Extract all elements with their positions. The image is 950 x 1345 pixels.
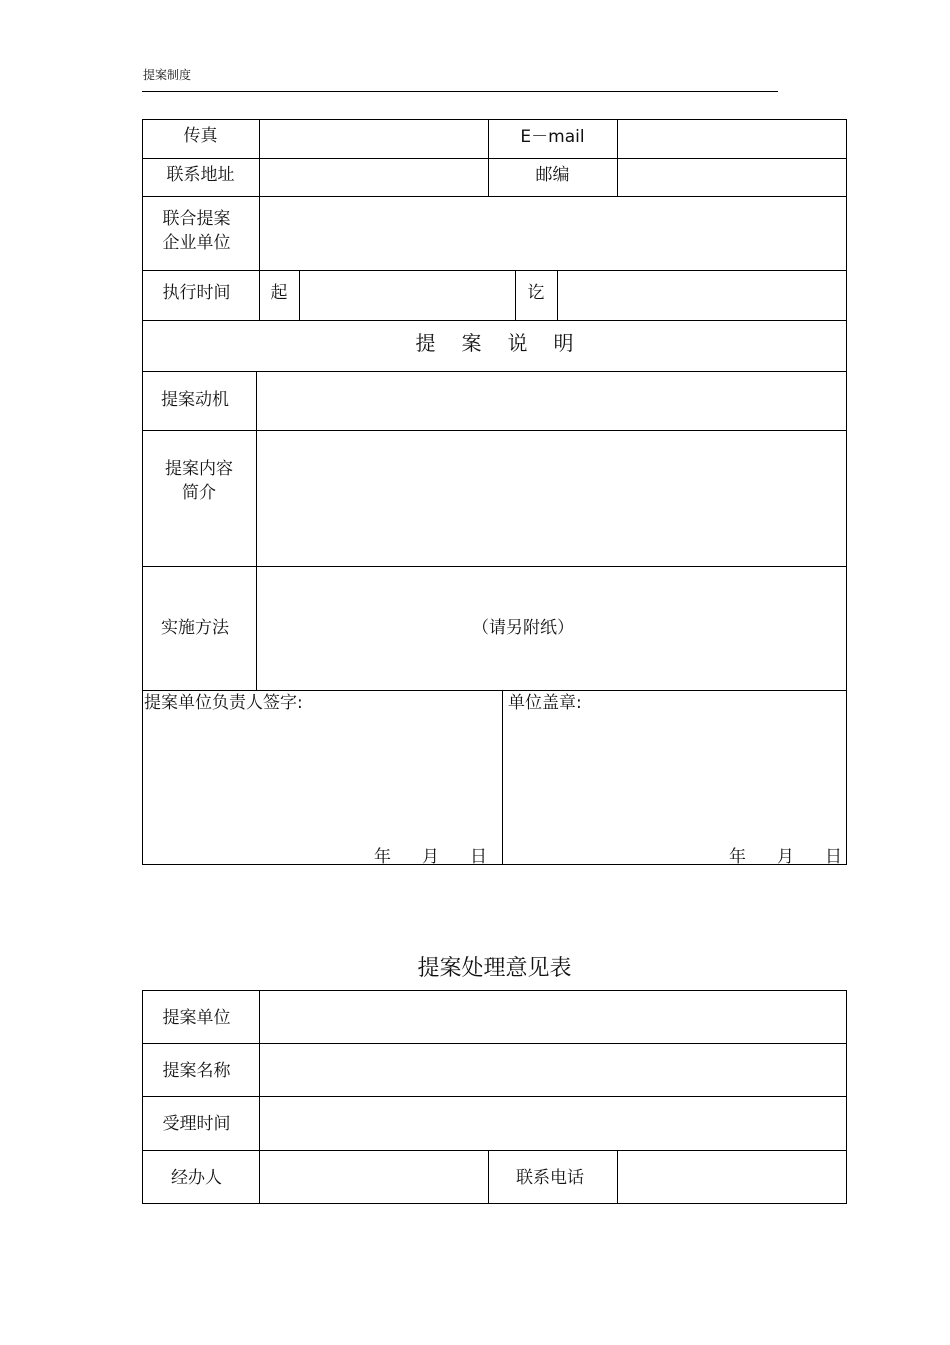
from-label: 起 [270, 283, 288, 303]
method-note: （请另附纸） [472, 618, 574, 638]
from-date-field[interactable] [300, 271, 515, 320]
postcode-label: 邮编 [535, 165, 570, 185]
unit-label: 提案单位 [162, 1008, 231, 1028]
header-divider [142, 91, 778, 92]
signature-date-year: 年 [374, 847, 391, 867]
period-label: 执行时间 [162, 283, 231, 303]
proposal-name-label: 提案名称 [162, 1061, 231, 1081]
signature-area[interactable] [143, 716, 501, 836]
seal-label: 单位盖章: [508, 693, 582, 713]
to-label: 讫 [527, 283, 545, 303]
joint-unit-field[interactable] [260, 197, 846, 270]
signature-date-month: 月 [422, 847, 439, 867]
page-header: 提案制度 [143, 68, 192, 82]
phone-field[interactable] [618, 1151, 846, 1203]
fax-label: 传真 [183, 126, 218, 146]
address-field[interactable] [260, 159, 488, 196]
section-title: 提案说明 [415, 331, 600, 355]
content-field[interactable] [257, 431, 846, 566]
row-divider [142, 320, 847, 321]
handler-field[interactable] [260, 1151, 488, 1203]
email-field[interactable] [618, 120, 846, 158]
seal-date-month: 月 [777, 847, 794, 867]
handler-label: 经办人 [171, 1168, 222, 1188]
motive-label: 提案动机 [161, 390, 229, 410]
proposal-name-field[interactable] [260, 1044, 846, 1096]
form2-title: 提案处理意见表 [417, 956, 572, 981]
signature-label: 提案单位负责人签字: [144, 693, 303, 713]
unit-field[interactable] [260, 991, 846, 1043]
motive-field[interactable] [257, 372, 846, 430]
email-label: E－mail [520, 127, 585, 147]
accept-time-label: 受理时间 [162, 1114, 231, 1134]
accept-time-field[interactable] [260, 1097, 846, 1150]
method-field[interactable] [257, 567, 846, 690]
postcode-field[interactable] [618, 159, 846, 196]
phone-label: 联系电话 [516, 1168, 584, 1188]
content-label-line2: 简介 [182, 483, 216, 503]
seal-date-year: 年 [729, 847, 746, 867]
seal-date-day: 日 [825, 847, 842, 867]
to-date-field[interactable] [558, 271, 846, 320]
signature-date-day: 日 [470, 847, 487, 867]
address-label: 联系地址 [166, 165, 235, 185]
seal-area[interactable] [503, 716, 846, 836]
method-label: 实施方法 [161, 618, 229, 638]
joint-unit-label-line2: 企业单位 [162, 233, 231, 253]
fax-field[interactable] [260, 120, 488, 158]
content-label-line1: 提案内容 [165, 459, 233, 479]
joint-unit-label-line1: 联合提案 [162, 209, 231, 229]
